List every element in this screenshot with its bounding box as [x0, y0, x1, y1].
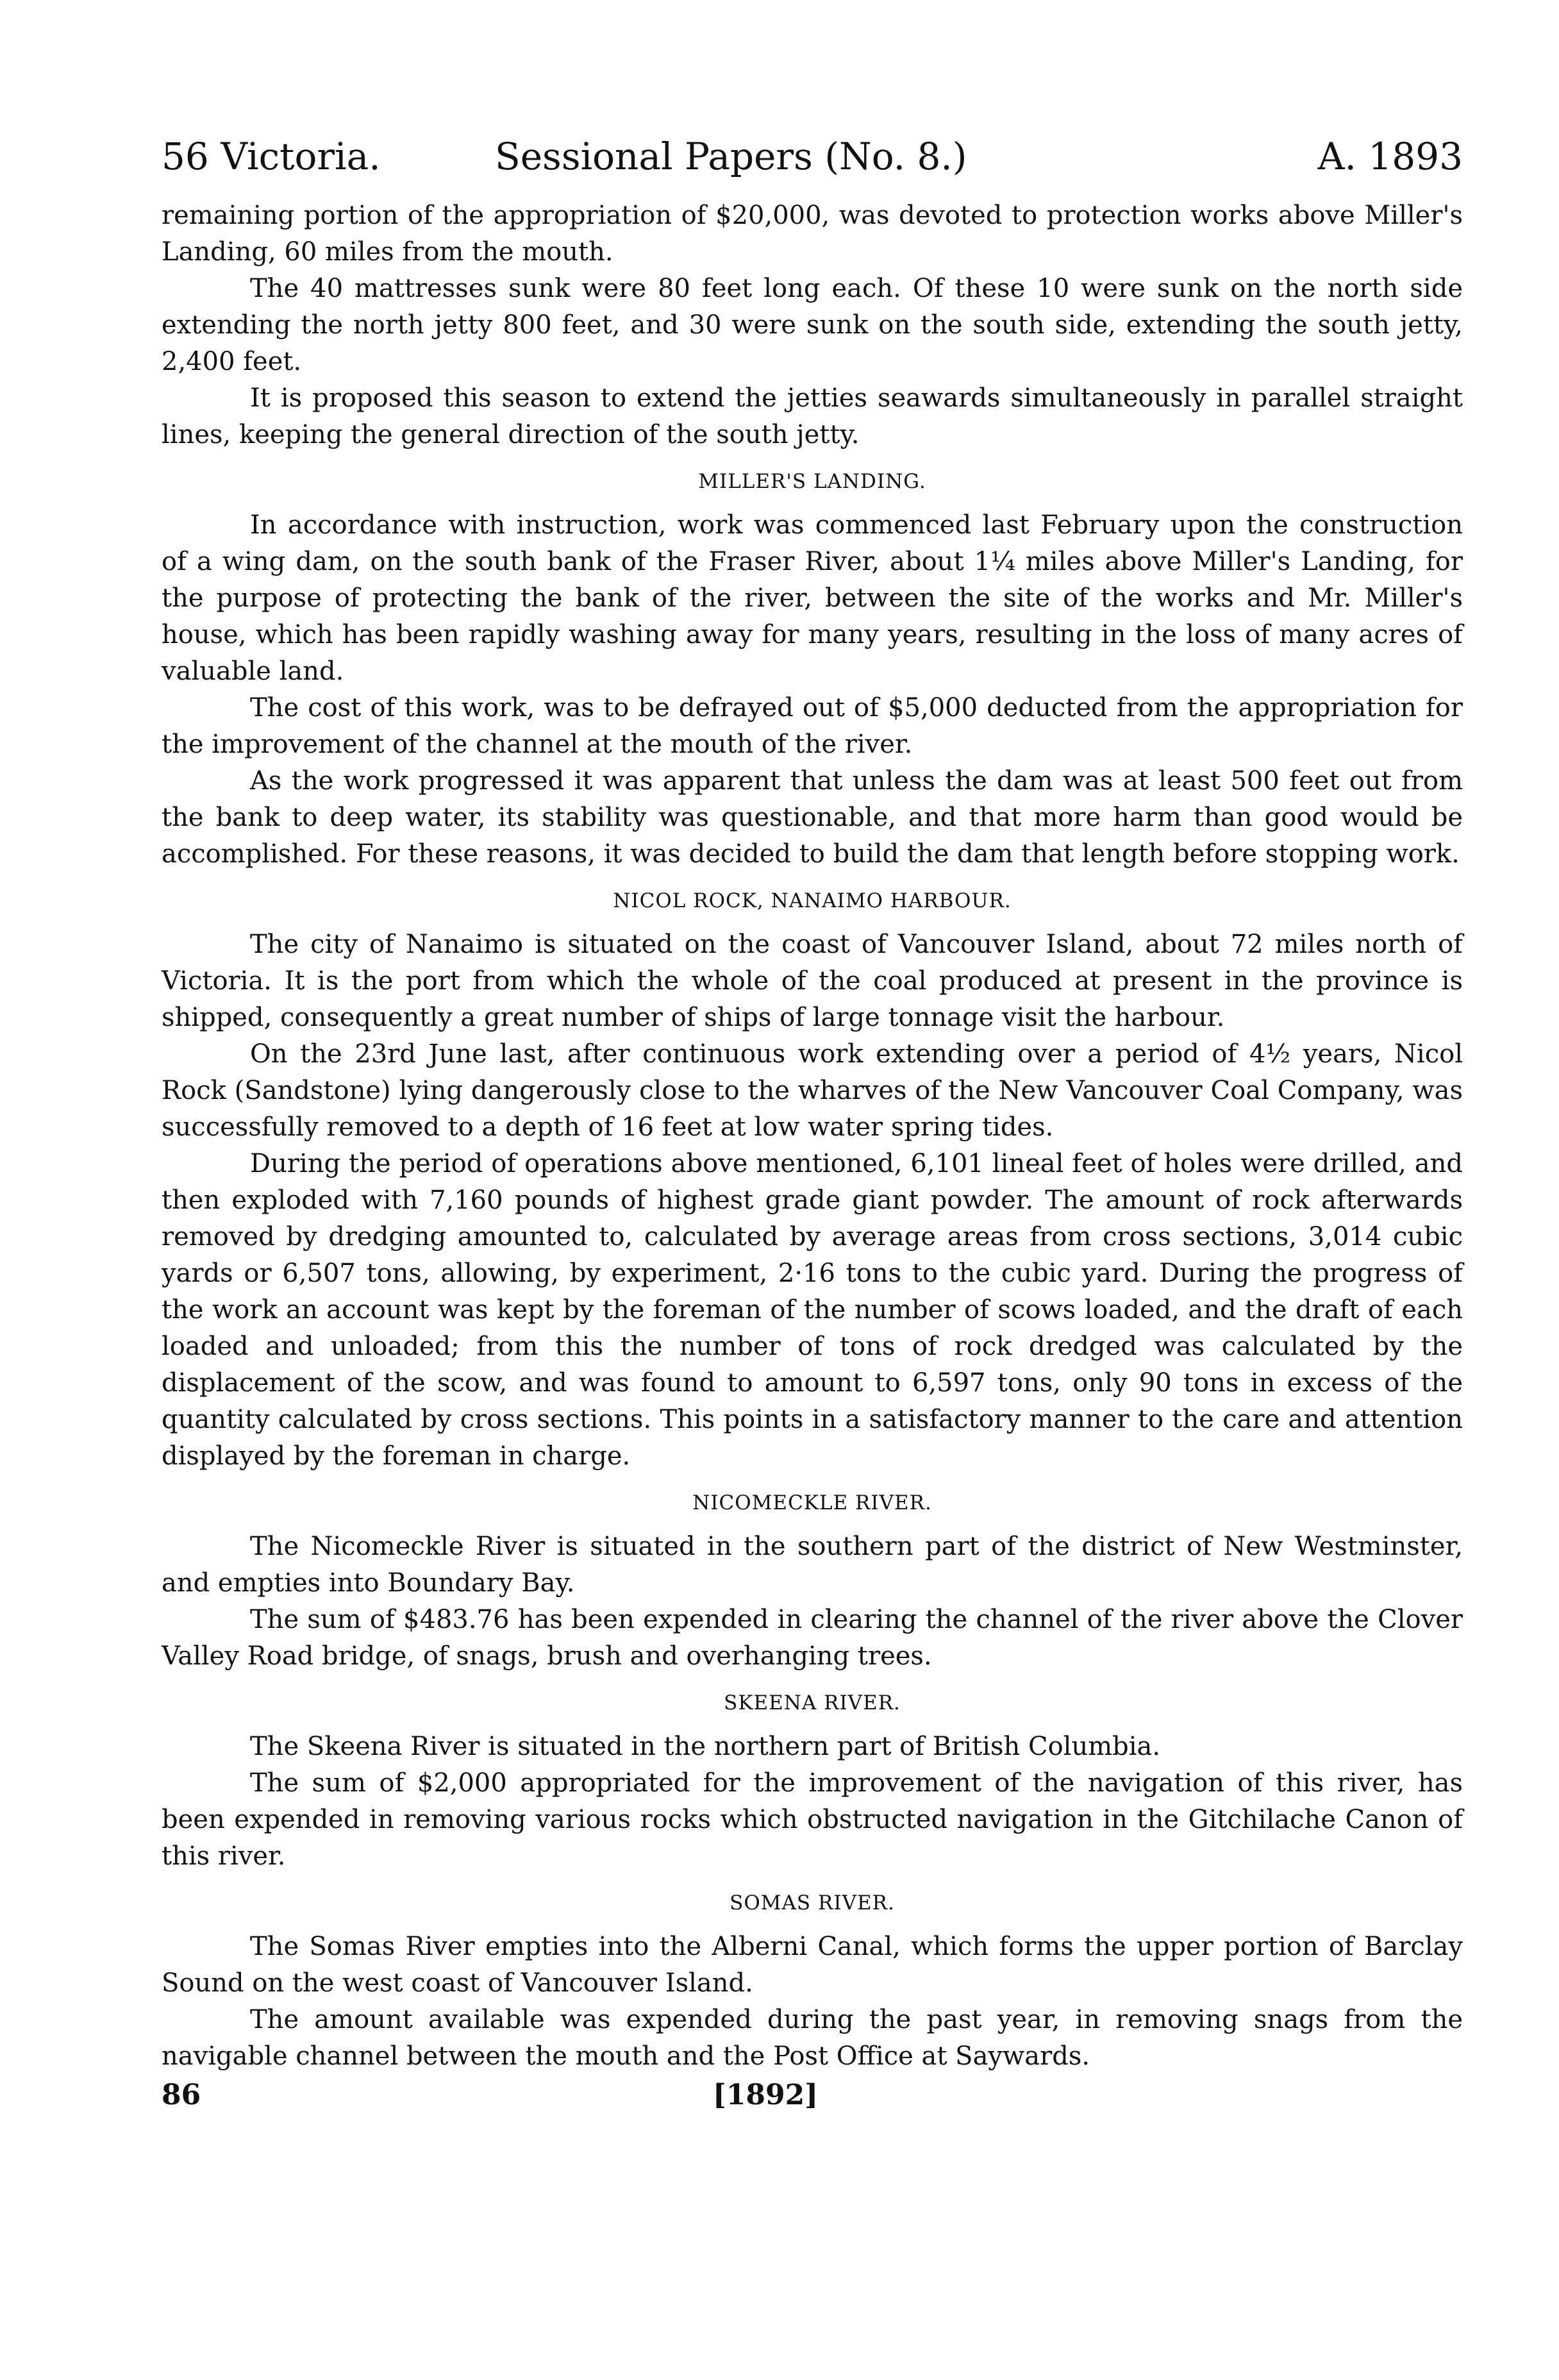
header-year: A. 1893: [1317, 135, 1463, 178]
section-heading-nicol-rock: NICOL ROCK, NANAIMO HARBOUR.: [613, 889, 1012, 912]
paragraph: The amount available was expended during the past year, in removing snags from the navigable channel between the mouth and the Post Office at Saywards.: [162, 2005, 1463, 2071]
paragraph: The Skeena River is situated in the northern part of British Columbia.: [250, 1732, 1161, 1761]
section-heading-millers-landing: MILLER'S LANDING.: [698, 470, 926, 493]
paragraph: In accordance with instruction, work was commenced last February upon the construction of a wing dam, on the south bank of the Fraser River, about 1¼ miles above Miller's Landing, for the purpose of protecting the bank of the river, between the site of the works and Mr. Miller's house, which has been rapidly washing away for many years, resulting in the loss of many acres of valuable land.: [162, 510, 1463, 686]
paragraph: The city of Nanaimo is situated on the coast of Vancouver Island, about 72 miles north of Victoria. It is the port from which the whole of the coal produced at present in the province is shipped, consequently a great number of ships of large tonnage visit the harbour.: [162, 930, 1463, 1032]
paragraph: The Somas River empties into the Alberni Canal, which forms the upper portion of Barclay Sound on the west coast of Vancouver Island.: [162, 1932, 1463, 1998]
paragraph: On the 23rd June last, after continuous work extending over a period of 4½ years, Nicol Rock (Sandstone) lying dangerously close to the wharves of the New Vancouver Coal Company, was successfully removed to a depth of 16 feet at low water spring tides.: [162, 1039, 1463, 1142]
header-title: Sessional Papers (No. 8.): [495, 135, 967, 178]
page-footer: [162, 2079, 1463, 2111]
document-page: [162, 135, 1463, 2111]
paragraph: The cost of this work, was to be defrayed out of $5,000 deducted from the appropriation for the improvement of the channel at the mouth of the river.: [162, 693, 1463, 759]
paragraph: remaining portion of the appropriation of $20,000, was devoted to protection works above Miller's Landing, 60 miles from the mouth.: [162, 201, 1463, 267]
section-heading-somas-river: SOMAS RIVER.: [729, 1891, 895, 1915]
paragraph: The sum of $2,000 appropriated for the improvement of the navigation of this river, has been expended in removing various rocks which obstructed navigation in the Gitchilache Canon of this river.: [162, 1768, 1463, 1871]
section-heading-nicomeckle-river: NICOMECKLE RIVER.: [692, 1491, 932, 1514]
paragraph: The sum of $483.76 has been expended in clearing the channel of the river above the Clover Valley Road bridge, of snags, brush and overhanging trees.: [162, 1605, 1463, 1671]
header-session: 56 Victoria.: [162, 135, 381, 178]
page-number: 86: [162, 2079, 201, 2111]
paragraph: The Nicomeckle River is situated in the southern part of the district of New Westminster, and empties into Boundary Bay.: [162, 1532, 1463, 1598]
section-heading-skeena-river: SKEENA RIVER.: [724, 1691, 901, 1714]
paragraph: As the work progressed it was apparent that unless the dam was at least 500 feet out from the bank to deep water, its stability was questionable, and that more harm than good would be accomplished. For these reasons, it was decided to build the dam that length before stopping work.: [162, 766, 1463, 869]
footer-year: [1892]: [713, 2079, 819, 2111]
paragraph: During the period of operations above mentioned, 6,101 lineal feet of holes were drilled, and then exploded with 7,160 pounds of highest grade giant powder. The amount of rock afterwards removed by dredging amounted to, calculated by average areas from cross sections, 3,014 cubic yards or 6,507 tons, allowing, by experiment, 2·16 tons to the cubic yard. During the progress of the work an account was kept by the foreman of the number of scows loaded, and the draft of each loaded and unloaded; from this the number of tons of rock dredged was calculated by the displacement of the scow, and was found to amount to 6,597 tons, only 90 tons in excess of the quantity calculated by cross sections. This points in a satisfactory manner to the care and attention displayed by the foreman in charge.: [162, 1149, 1463, 1471]
page-header: [162, 135, 1463, 178]
paragraph: The 40 mattresses sunk were 80 feet long each. Of these 10 were sunk on the north side extending the north jetty 800 feet, and 30 were sunk on the south side, extending the south jetty, 2,400 feet.: [162, 274, 1463, 376]
paragraph: It is proposed this season to extend the jetties seawards simultaneously in parallel straight lines, keeping the general direction of the south jetty.: [162, 383, 1463, 449]
